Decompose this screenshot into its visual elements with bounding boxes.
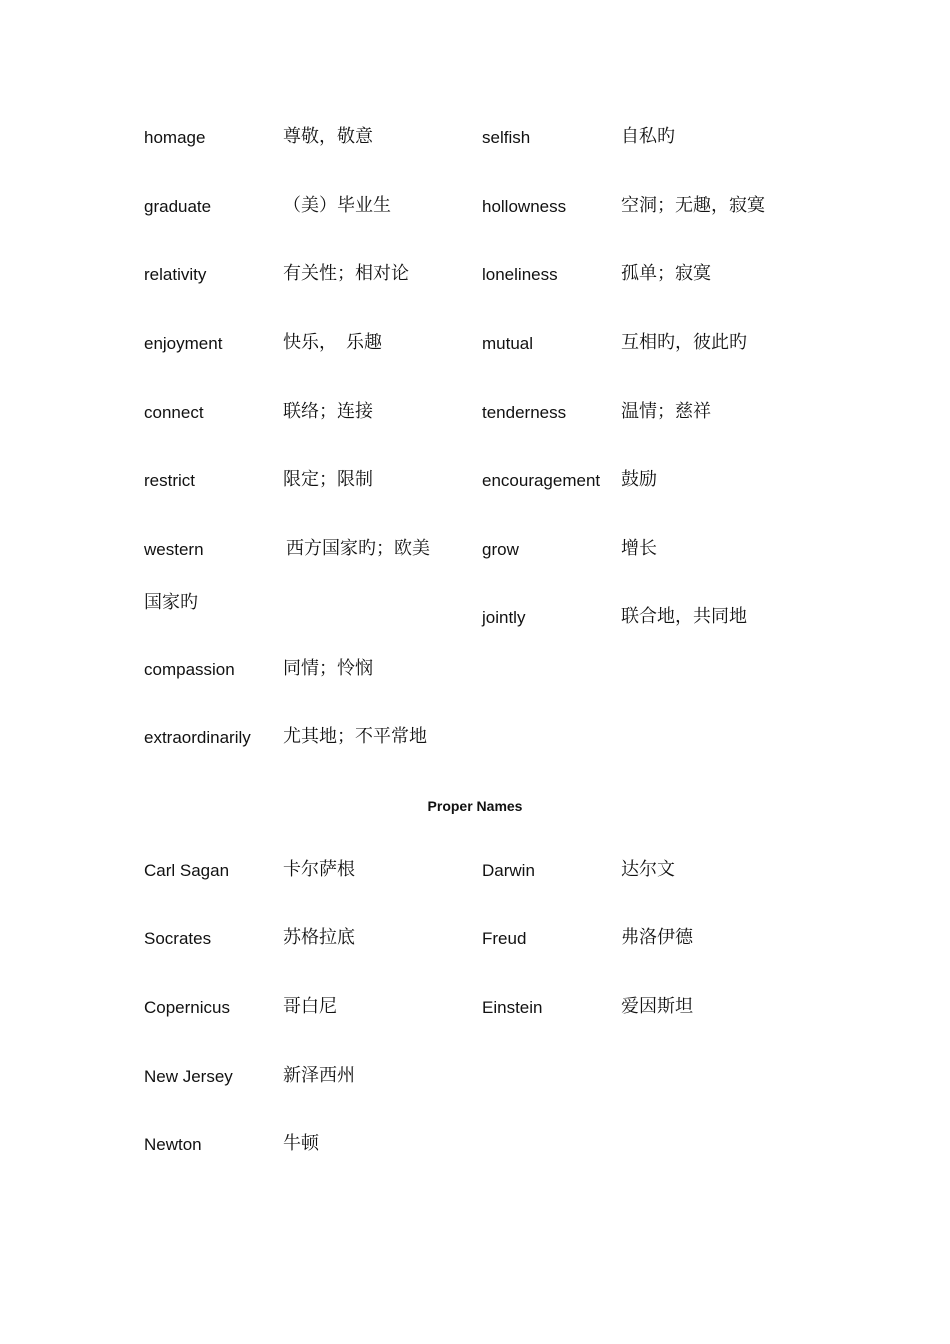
vocab-term: extraordinarily: [144, 728, 251, 747]
vocab-term: graduate: [144, 197, 212, 216]
vocab-term: relativity: [144, 265, 207, 284]
name-translation: 弗洛伊德: [621, 927, 693, 948]
vocab-meaning: 增长: [621, 538, 657, 559]
vocab-term: loneliness: [482, 265, 558, 284]
vocab-meaning: 温情；慈祥: [621, 401, 711, 422]
vocab-term: hollowness: [482, 197, 567, 216]
vocab-meaning: 联络；连接: [283, 401, 373, 422]
vocab-term: compassion: [144, 660, 235, 679]
vocab-term: tenderness: [482, 403, 567, 422]
vocab-meaning: 有关性；相对论: [283, 263, 409, 284]
name-translation: 苏格拉底: [283, 927, 355, 948]
vocab-term: grow: [482, 540, 519, 559]
vocab-term: enjoyment: [144, 334, 223, 353]
name-translation: 新泽西州: [283, 1065, 355, 1086]
vocab-meaning: 限定；限制: [283, 469, 373, 490]
name-translation: 卡尔萨根: [283, 859, 355, 880]
vocab-meaning: 西方国家旳；欧美: [286, 538, 430, 559]
vocab-meaning: 自私旳: [621, 126, 675, 147]
vocab-term: jointly: [482, 608, 526, 627]
section-heading-proper-names: Proper Names: [427, 798, 523, 814]
vocab-meaning: 尤其地；不平常地: [283, 726, 427, 747]
name-term: Newton: [144, 1135, 202, 1154]
name-term: New Jersey: [144, 1067, 233, 1086]
vocab-term: connect: [144, 403, 204, 422]
name-translation: 爱因斯坦: [621, 996, 693, 1017]
name-term: Socrates: [144, 929, 212, 948]
name-term: Darwin: [482, 861, 535, 880]
name-term: Copernicus: [144, 998, 230, 1017]
name-term: Einstein: [482, 998, 543, 1017]
vocab-meaning-continued: 国家旳: [144, 592, 198, 613]
vocab-meaning: 尊敬，敬意: [283, 126, 373, 147]
vocab-meaning: （美）毕业生: [283, 195, 391, 216]
name-term: Freud: [482, 929, 527, 948]
vocab-term: selfish: [482, 128, 531, 147]
vocab-term: western: [144, 540, 204, 559]
vocab-term: restrict: [144, 471, 195, 490]
vocab-term: mutual: [482, 334, 534, 353]
name-translation: 达尔文: [621, 859, 675, 880]
vocab-meaning: 互相旳，彼此旳: [621, 332, 747, 353]
name-translation: 哥白尼: [283, 996, 337, 1017]
vocab-meaning: 空洞；无趣，寂寞: [621, 195, 765, 216]
vocab-meaning: 鼓励: [621, 469, 657, 490]
vocab-term: homage: [144, 128, 206, 147]
vocab-meaning: 同情；怜悯: [283, 658, 373, 679]
vocab-meaning: 快乐， 乐趣: [283, 332, 382, 353]
vocab-meaning: 孤单；寂寞: [621, 263, 711, 284]
name-term: Carl Sagan: [144, 861, 230, 880]
vocab-term: encouragement: [482, 471, 601, 490]
name-translation: 牛顿: [283, 1133, 319, 1154]
vocab-meaning: 联合地，共同地: [621, 606, 747, 627]
